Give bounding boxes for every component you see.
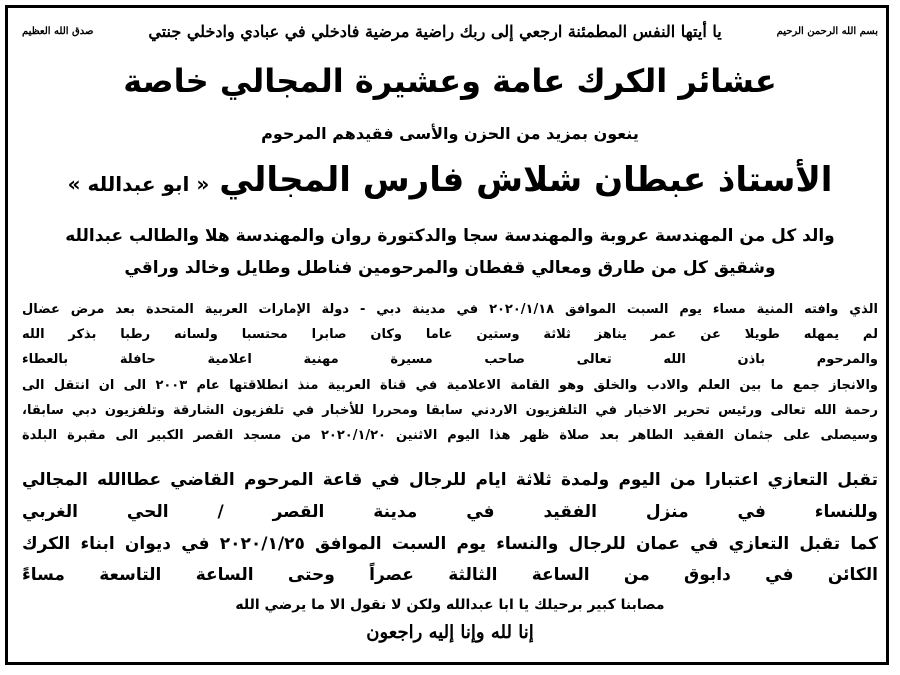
body-line: رحمة الله تعالى ورئيس تحرير الاخبار في التلفزيون الاردني سابقا ومحررا للأخبار في تلفزيون الشارقة وتلفزيون دبي سابقا، [22,403,878,418]
footer-verse: إنا لله وإنا إليه راجعون [366,622,534,643]
basmala: بسم الله الرحمن الرحيم [776,25,878,37]
condolence-line: الكائن في دابوق من الساعة الثالثة عصراً وحتى الساعة التاسعة مساءً [22,565,878,585]
family-line: والد كل من المهندسة عروبة والمهندسة سجا والدكتورة روان والمهندسة هلا والطالب عبدالله [65,226,835,246]
body-line: وسيصلى على جثمان الفقيد الطاهر بعد صلاة ظهر هذا اليوم الاثنين ٢٠٢٠/١/٢٠ من مسجد القصر الكبير الى مقبرة البلدة [22,428,878,443]
verse-header [22,16,878,46]
quran-verse: يا أيتها النفس المطمئنة ارجعي إلى ربك راضية مرضية فادخلي في عبادي وادخلي جنتي [148,21,722,41]
notice-subtitle: ينعون بمزيد من الحزن والأسى فقيدهم المرحوم [261,124,639,143]
condolence-line: وللنساء في منزل الفقيد في مدينة القصر / الحي الغربي [22,502,878,522]
body-line: لم يمهله طويلا عن عمر يناهز ثلاثة وستين عاما وكان صابرا محتسبا ولسانه رطبا بذكر الله [22,327,878,342]
condolence-line: تقبل التعازي اعتبارا من اليوم ولمدة ثلاثة ايام للرجال في قاعة المرحوم القاضي عطاالله المجالي [22,470,878,490]
closing-line: مصابنا كبير برحيلك يا ابا عبدالله ولكن لا نقول الا ما يرضي الله [235,597,665,613]
deceased-name: الأستاذ عبطان شلاش فارس المجالي [219,160,833,200]
deceased-name-line [22,160,878,200]
condolence-line: كما تقبل التعازي في عمان للرجال والنساء يوم السبت الموافق ٢٠٢٠/١/٢٥ في ديوان ابناء الكرك [22,534,878,554]
body-line: والمرحوم باذن الله تعالى صاحب مسيرة مهنية اعلامية حافلة بالعطاء [22,352,878,367]
deceased-nickname: « ابو عبدالله » [67,172,210,196]
body-line: والانجاز جمع ما بين العلم والادب والخلق وهو القامة الاعلامية في قناة العربية منذ انطلاقتها عام ٢٠٠٣ الى ان انتقل الى [22,378,878,393]
family-line: وشقيق كل من طارق ومعالي قفطان والمرحومين فناطل وطايل وخالد وراقي [124,258,776,278]
notice-title: عشائر الكرك عامة وعشيرة المجالي خاصة [123,62,777,100]
sadaqa: صدق الله العظيم [22,25,94,37]
body-line: الذي وافته المنية مساء يوم السبت الموافق ٢٠٢٠/١/١٨ في مدينة دبي - دولة الإمارات العربية المتحدة بعد مرض عضال [22,302,878,317]
